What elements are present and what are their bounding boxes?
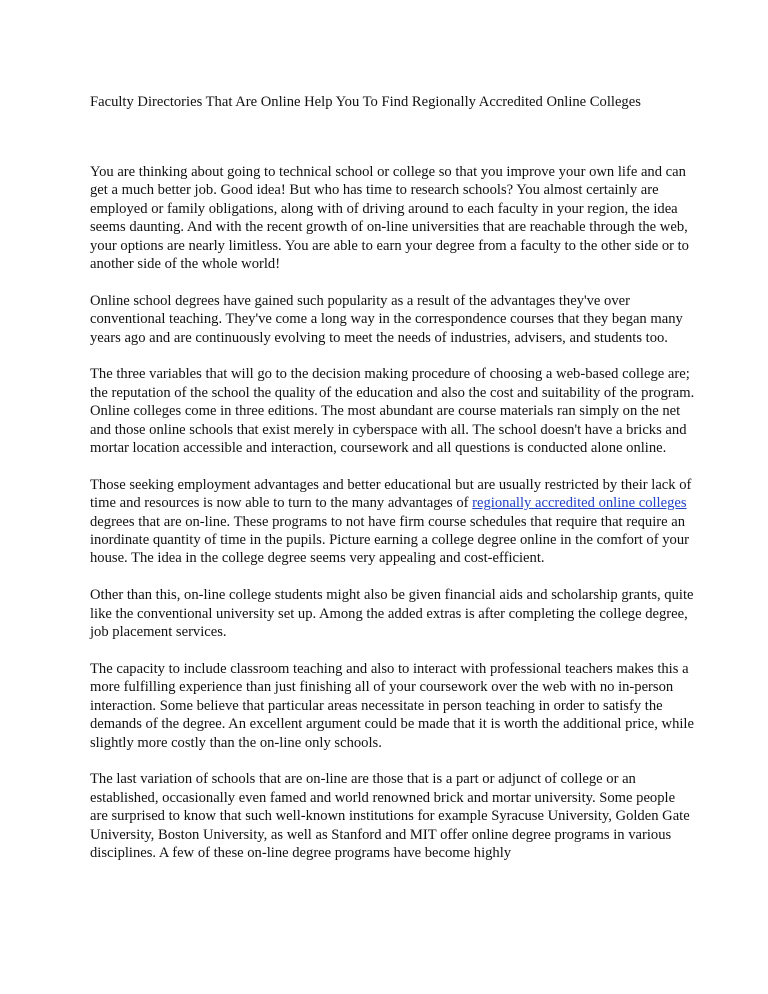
paragraph-4-text-after: degrees that are on-line. These programs to not have firm course schedules that require that require an inordinate quantity of time in the pupils. Picture earning a college degree online in the comfort of your house. The idea in the college degree seems very appealing and cost-efficient. (90, 513, 689, 567)
document-body (90, 163, 696, 881)
paragraph-7: The last variation of schools that are on-line are those that is a part or adjunct of college or an established, occasionally even famed and world renowned brick and mortar university. Some people are surprised to know that such well-known institutions for example Syracuse University, Golden Gate University, Boston University, as well as Stanford and MIT offer online degree programs in various disciplines. A few of these on-line degree programs have become highly (90, 771, 690, 861)
paragraph-2: Online school degrees have gained such popularity as a result of the advantages they've over conventional teaching. They've come a long way in the correspondence courses that they began many years ago and are continuously evolving to meet the needs of industries, advisers, and students too. (90, 292, 683, 346)
paragraph-3: The three variables that will go to the decision making procedure of choosing a web-based college are; the reputation of the school the quality of the education and also the cost and suitability of the program. Online colleges come in three editions. The most abundant are course materials ran simply on the net and those online schools that exist merely in cyberspace with all. The school doesn't have a bricks and mortar location accessible and interaction, coursework and all questions is conducted alone online. (90, 366, 695, 457)
paragraph-4 (90, 476, 696, 568)
document-title: Faculty Directories That Are Online Help You To Find Regionally Accredited Online Colleges (90, 94, 641, 110)
paragraph-1: You are thinking about going to technical school or college so that you improve your own life and can get a much better job. Good idea! But who has time to research schools? You almost certainly are employed or family obligations, along with of driving around to each faculty in your region, the idea seems daunting. And with the recent growth of on-line universities that are reachable through the web, your options are nearly limitless. You are able to earn your degree from a faculty to the other side or to another side of the whole world! (90, 164, 689, 273)
paragraph-4-text-before: Those seeking employment advantages and better educational but are usually restricted by their lack of time and resources is now able to turn to the many advantages of (90, 476, 692, 512)
paragraph-5: Other than this, on-line college students might also be given financial aids and scholarship grants, quite like the conventional university set up. Among the added extras is after completing the college degree, job placement services. (90, 587, 694, 641)
paragraph-6: The capacity to include classroom teaching and also to interact with professional teachers makes this a more fulfilling experience than just finishing all of your coursework over the web with no in-person interaction. Some believe that particular areas necessitate in person teaching in order to satisfy the demands of the degree. An excellent argument could be made that it is worth the additional price, while slightly more costly than the on-line only schools. (90, 660, 694, 751)
regionally-accredited-link[interactable]: regionally accredited online colleges (472, 495, 687, 512)
